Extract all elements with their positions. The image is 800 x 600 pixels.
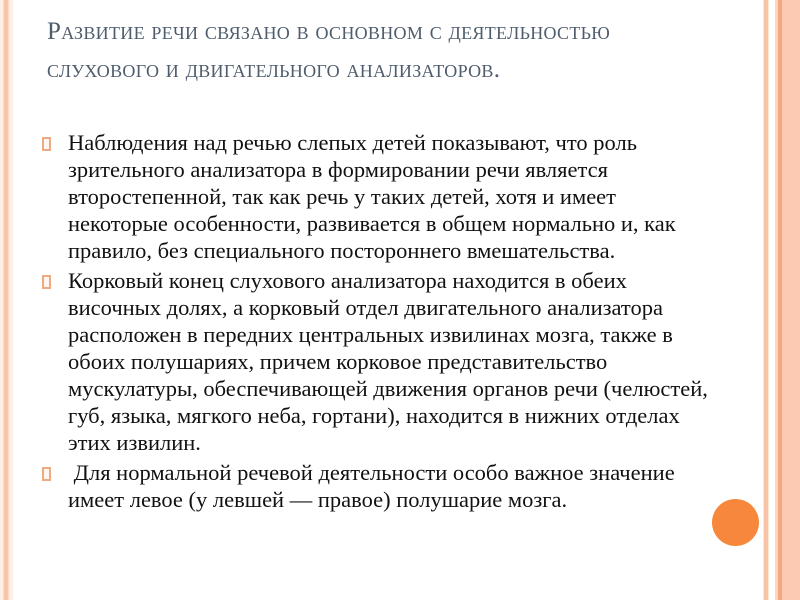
- square-bullet-icon: [42, 275, 51, 289]
- bullet-item: [42, 459, 732, 513]
- left-border-stripe: [0, 0, 13, 600]
- slide-body: [42, 129, 732, 516]
- bullet-text: Наблюдения над речью слепых детей показывают, что роль зрительного анализатора в формировании речи является второстепенной, так как речь у таких детей, хотя и имеет некоторые особенности, развивается в общем нормально и, как правило, без специального постороннего вмешательства.: [68, 130, 682, 263]
- bullet-item: [42, 129, 732, 264]
- right-thin-stripe: [763, 0, 769, 600]
- bullet-item: [42, 267, 732, 456]
- slide-title: Развитие речи связано в основном с деятельностью слухового и двигательного анализаторов.: [47, 18, 611, 83]
- right-border-band: [775, 0, 800, 600]
- bullet-text: Для нормальной речевой деятельности особо важное значение имеет левое (у левшей — правое) полушарие мозга.: [68, 460, 681, 512]
- square-bullet-icon: [42, 467, 51, 481]
- square-bullet-icon: [42, 137, 51, 151]
- bullet-text: Корковый конец слухового анализатора находится в обеих височных долях, а корковый отдел двигательного анализатора расположен в передних центральных извилинах мозга, также в обоих полушариях, причем корковое представительство мускулатуры, обеспечивающей движения органов речи (челюстей, губ, языка, мягкого неба, гортани), находится в нижних отделах этих извилин.: [68, 268, 714, 455]
